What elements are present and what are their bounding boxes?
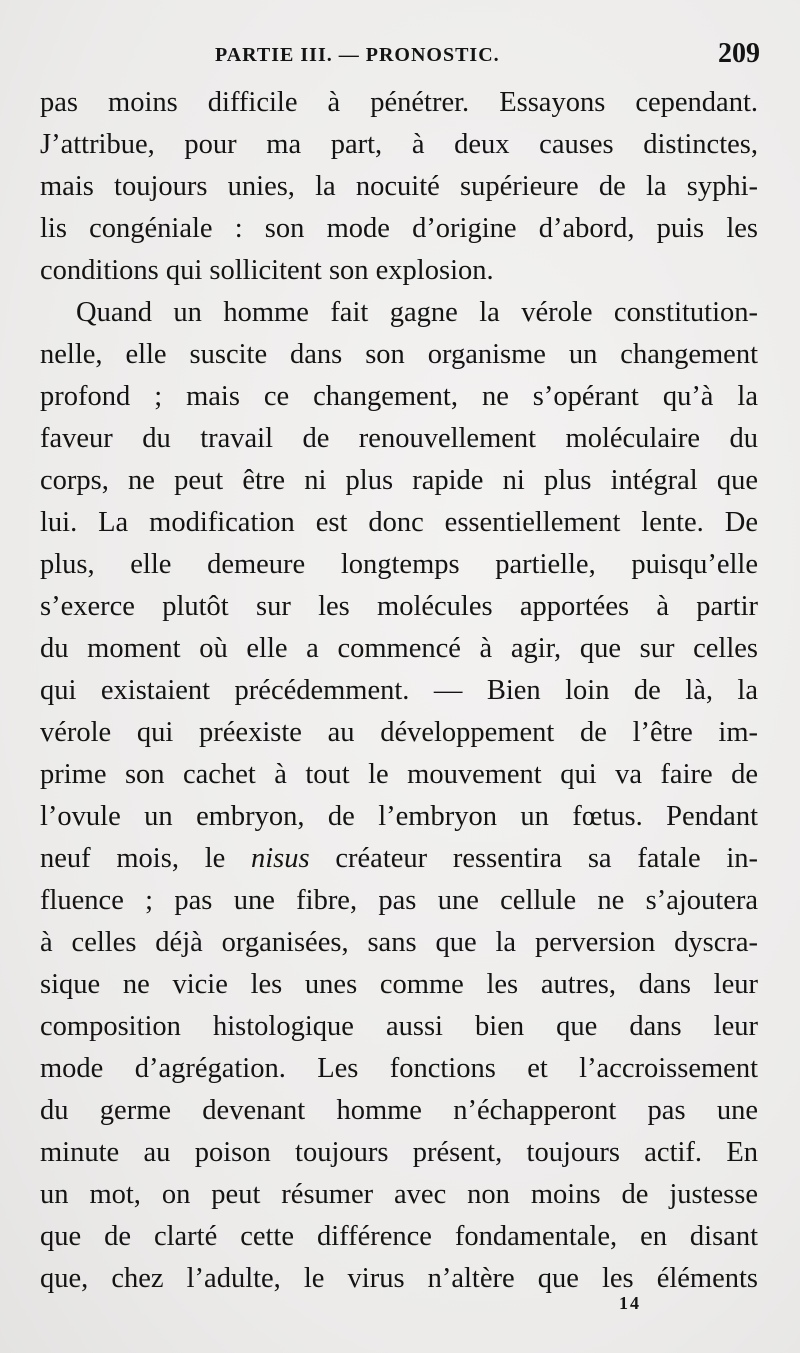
text-line: conditions qui sollicitent son explosion. xyxy=(40,255,494,286)
text-line: mais toujours unies, la nocuité supérieure de la syphi- xyxy=(40,171,758,202)
running-head xyxy=(215,38,760,72)
text-line: pas moins difficile à pénétrer. Essayons cependant. xyxy=(40,87,758,118)
text-line: s’exerce plutôt sur les molécules apportées à partir xyxy=(40,591,758,622)
text-line: plus, elle demeure longtemps partielle, puisqu’elle xyxy=(40,549,758,580)
text-line: Quand un homme fait gagne la vérole constitution- xyxy=(76,297,758,328)
text-line: l’ovule un embryon, de l’embryon un fœtus. Pendant xyxy=(40,801,758,832)
text-line: à celles déjà organisées, sans que la perversion dyscra- xyxy=(40,927,758,958)
text-line: fluence ; pas une fibre, pas une cellule ne s’ajoutera xyxy=(40,885,758,916)
text-line: corps, ne peut être ni plus rapide ni plus intégral que xyxy=(40,465,758,496)
running-title: PARTIE III. — PRONOSTIC. xyxy=(215,44,500,66)
text-line: composition histologique aussi bien que dans leur xyxy=(40,1011,758,1042)
text-line: mode d’agrégation. Les fonctions et l’accroissement xyxy=(40,1053,758,1084)
text-line: prime son cachet à tout le mouvement qui va faire de xyxy=(40,759,758,790)
text-line: vérole qui préexiste au développement de l’être im- xyxy=(40,717,758,748)
text-line: du moment où elle a commencé à agir, que sur celles xyxy=(40,633,758,664)
text-line: que de clarté cette différence fondamentale, en disant xyxy=(40,1221,758,1252)
text-line: lui. La modification est donc essentiellement lente. De xyxy=(40,507,758,538)
text-line: neuf mois, le nisus créateur ressentira sa fatale in- xyxy=(40,843,758,874)
page-number: 209 xyxy=(718,38,760,69)
text-line: lis congéniale : son mode d’origine d’abord, puis les xyxy=(40,213,758,244)
text-line: faveur du travail de renouvellement moléculaire du xyxy=(40,423,758,454)
signature-mark: 14 xyxy=(619,1293,641,1313)
text-line: qui existaient précédemment. — Bien loin de là, la xyxy=(40,675,758,706)
text-line: minute au poison toujours présent, toujours actif. En xyxy=(40,1137,758,1168)
text-line: J’attribue, pour ma part, à deux causes distinctes, xyxy=(40,129,758,160)
italic-term: nisus xyxy=(251,843,310,874)
text-line: un mot, on peut résumer avec non moins de justesse xyxy=(40,1179,758,1210)
text-line: sique ne vicie les unes comme les autres, dans leur xyxy=(40,969,758,1000)
text-line: que, chez l’adulte, le virus n’altère que les éléments xyxy=(40,1263,758,1294)
text-line: profond ; mais ce changement, ne s’opérant qu’à la xyxy=(40,381,758,412)
text-line: du germe devenant homme n’échapperont pas une xyxy=(40,1095,758,1126)
text-line: nelle, elle suscite dans son organisme un changement xyxy=(40,339,758,370)
